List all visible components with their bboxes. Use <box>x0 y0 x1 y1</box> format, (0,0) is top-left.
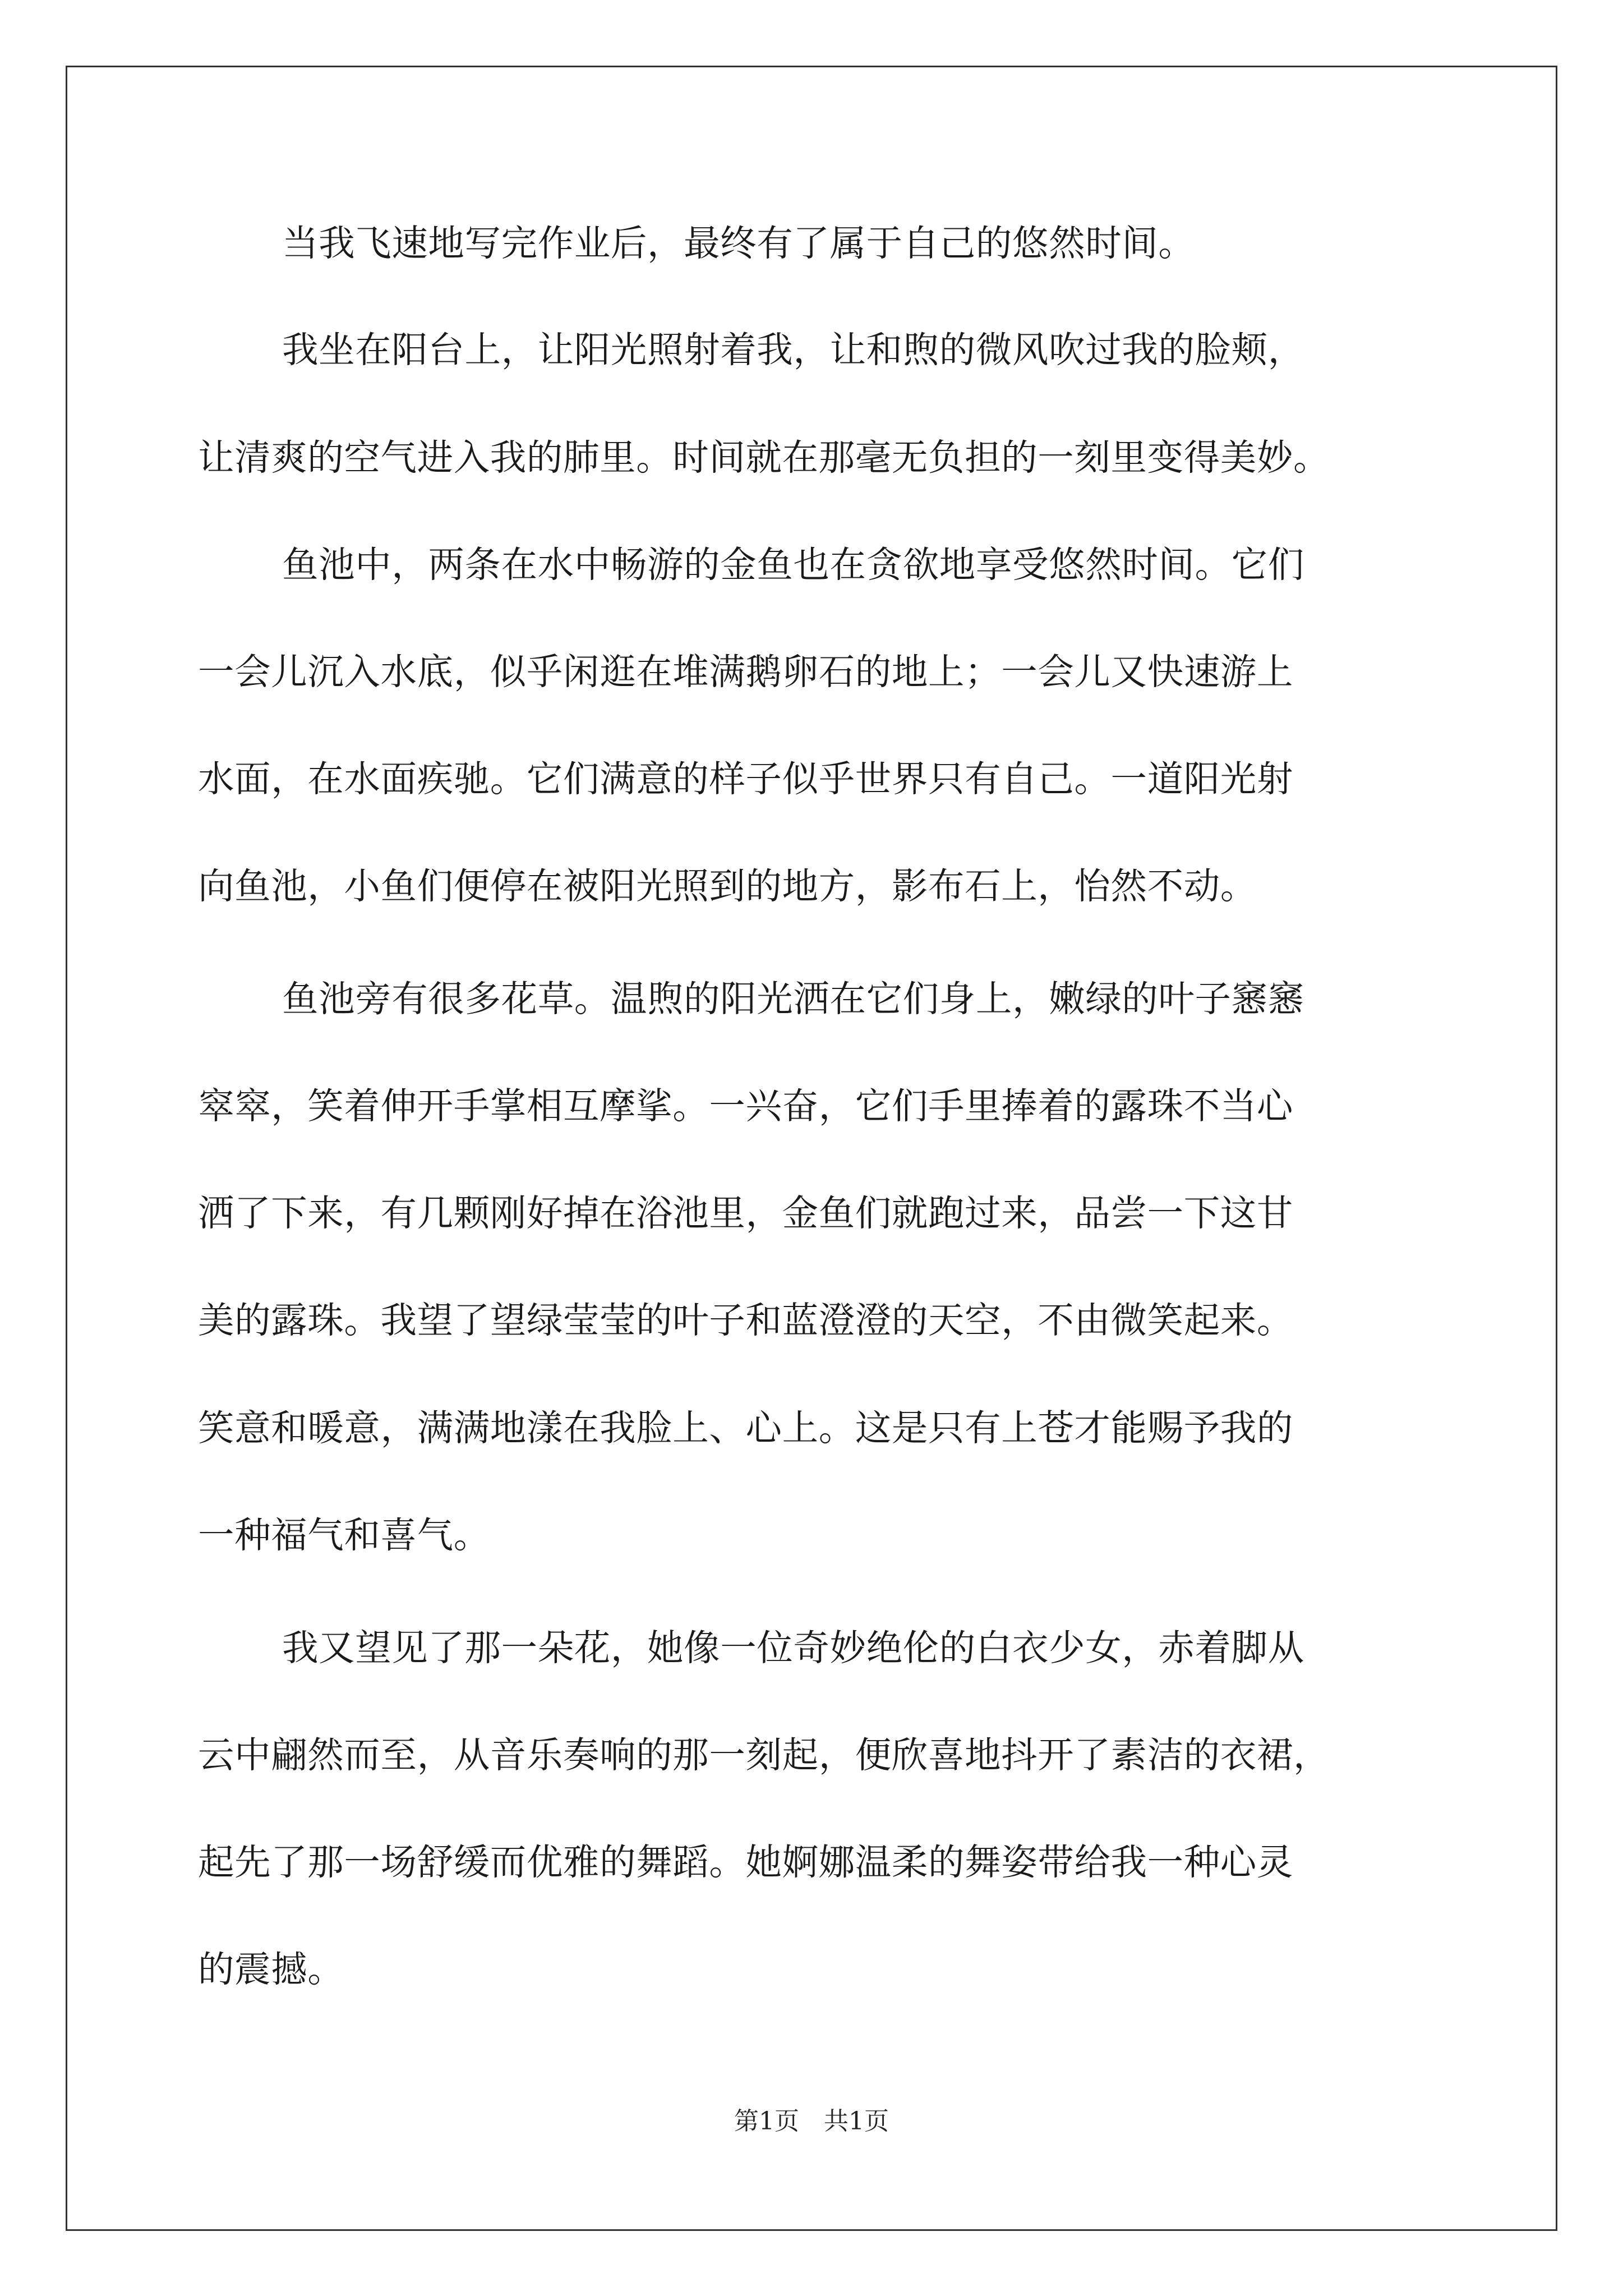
text-line: 洒了下来，有几颗刚好掉在浴池里，金鱼们就跑过来，品尝一下这甘 <box>198 1193 1294 1235</box>
text-line: 鱼池中，两条在水中畅游的金鱼也在贪欲地享受悠然时间。它们 <box>282 544 1304 586</box>
text-line: 向鱼池，小鱼们便停在被阳光照到的地方，影布石上，怡然不动。 <box>198 866 1257 908</box>
text-line: 窣窣，笑着伸开手掌相互摩挲。一兴奋，它们手里捧着的露珠不当心 <box>198 1085 1294 1128</box>
text-line: 我又望见了那一朵花，她像一位奇妙绝伦的白衣少女，赤着脚从 <box>282 1627 1304 1669</box>
text-line: 水面，在水面疾驰。它们满意的样子似乎世界只有自己。一道阳光射 <box>198 758 1294 800</box>
text-line: 的震撼。 <box>198 1949 344 1991</box>
text-line: 笑意和暖意，满满地漾在我脸上、心上。这是只有上苍才能赐予我的 <box>198 1407 1294 1450</box>
text-line: 当我飞速地写完作业后，最终有了属于自己的悠然时间。 <box>282 223 1195 265</box>
text-line: 一种福气和喜气。 <box>198 1515 490 1557</box>
text-line: 我坐在阳台上，让阳光照射着我，让和煦的微风吹过我的脸颊， <box>282 329 1304 371</box>
text-line: 云中翩然而至，从音乐奏响的那一刻起，便欣喜地抖开了素洁的衣裙， <box>198 1734 1330 1777</box>
text-line: 美的露珠。我望了望绿莹莹的叶子和蓝澄澄的天空，不由微笑起来。 <box>198 1300 1294 1342</box>
text-line: 起先了那一场舒缓而优雅的舞蹈。她婀娜温柔的舞姿带给我一种心灵 <box>198 1842 1294 1884</box>
page-footer: 第1页 共1页 <box>734 2107 889 2136</box>
text-line: 鱼池旁有很多花草。温煦的阳光洒在它们身上，嫩绿的叶子窸窸 <box>282 978 1304 1020</box>
page-border <box>66 66 1557 2231</box>
text-line: 让清爽的空气进入我的肺里。时间就在那毫无负担的一刻里变得美妙。 <box>198 437 1330 479</box>
text-line: 一会儿沉入水底，似乎闲逛在堆满鹅卵石的地上；一会儿又快速游上 <box>198 651 1294 693</box>
